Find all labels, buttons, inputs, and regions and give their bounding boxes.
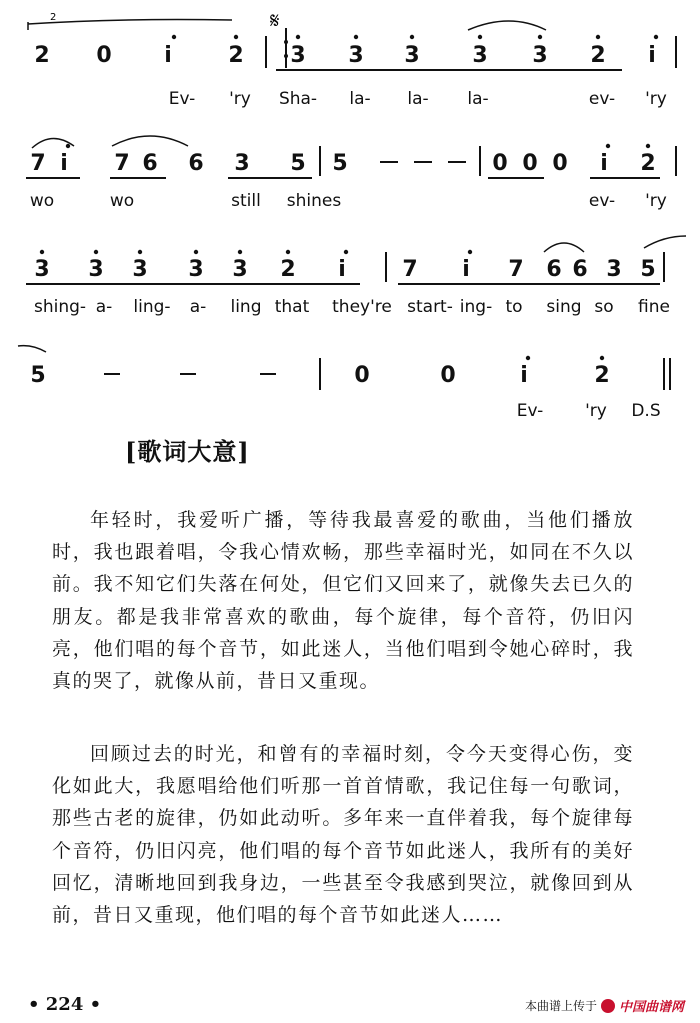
note: 6 [546,257,562,282]
lyric: that [274,297,310,317]
note: 0 [96,43,112,68]
music-site-logo-icon [601,999,615,1013]
note: 6 [188,151,204,176]
note: 6 [142,151,158,176]
note: 5 [640,257,656,282]
lyric: 'ry [645,191,667,211]
note: 0 [440,363,456,388]
lyric: ing- [459,297,493,317]
score-row-1 [28,9,676,109]
lyric: fine [638,297,670,317]
upload-credit [525,996,684,1015]
note: 3 [88,257,104,282]
numbered-music-score [0,0,700,420]
lyric: 'ry [229,89,251,109]
note: 3 [232,257,248,282]
svg-text:𝄋: 𝄋 [270,9,280,34]
lyric: Ev- [168,89,196,109]
note: i [462,257,470,282]
note: 3 [132,257,148,282]
note: i [648,43,656,68]
note: 2 [228,43,244,68]
note: i [60,151,68,176]
note: 0 [552,151,568,176]
note: 7 [508,257,524,282]
lyric: la- [467,89,489,109]
lyric: 'ry [585,401,607,420]
note: 3 [188,257,204,282]
note: 3 [290,43,306,68]
score-row-3 [26,236,686,317]
score-row-2 [26,136,676,211]
lyric: still [231,191,261,211]
note: 7 [402,257,418,282]
lyric: shines [286,191,342,211]
note: i [164,43,172,68]
lyric: they're [332,297,392,317]
note: 5 [30,363,46,388]
page-number: • 224 • [28,994,102,1015]
lyric: start- [407,297,453,317]
lyrics-meaning-paragraph: 年轻时，我爱听广播，等待我最喜爱的歌曲，当他们播放时，我也跟着唱，令我心情欢畅，那些幸福时光，如同在不久以前。我不知它们失落在何处，但它们又回来了，就像失去已久的朋友。都是我非常喜欢的歌曲，每个旋律，每个音符，仍旧闪亮，他们唱的每个音节，如此迷人，当他们唱到令她心碎时，我真的哭了，就像从前，昔日又重现。 [52,509,634,693]
note: 5 [332,151,348,176]
note: 5 [290,151,306,176]
lyric: D.S [631,401,661,420]
note: 3 [532,43,548,68]
note: 3 [606,257,622,282]
lyric: wo [109,191,135,211]
lyric: wo [29,191,55,211]
lyric: Sha- [278,89,318,109]
note: i [338,257,346,282]
note: 3 [34,257,50,282]
note: 0 [522,151,538,176]
lyric: ling- [133,297,171,317]
note: 3 [234,151,250,176]
site-name: 中国曲谱网 [618,1000,684,1015]
svg-text:2: 2 [50,12,57,23]
lyric: sing [546,297,582,317]
score-row-4 [18,346,670,420]
note: 6 [572,257,588,282]
lyric: shing- [33,297,87,317]
lyric: la- [407,89,429,109]
lyric: ev- [588,89,616,109]
lyric: ling [230,297,262,317]
lyric: to [505,297,523,317]
note: 0 [492,151,508,176]
note: 2 [640,151,656,176]
note: 2 [280,257,296,282]
note: 2 [34,43,50,68]
lyric: a- [189,297,207,317]
lyric: la- [349,89,371,109]
note: i [520,363,528,388]
lyric: ev- [588,191,616,211]
note: 3 [472,43,488,68]
lyrics-meaning-heading: [歌词大意] [125,437,250,466]
upload-credit-text: 本曲谱上传于 [524,999,597,1013]
note: 3 [404,43,420,68]
note: 0 [354,363,370,388]
note: 3 [348,43,364,68]
note: 7 [30,151,46,176]
note: 2 [594,363,610,388]
lyric: 'ry [645,89,667,109]
note: i [600,151,608,176]
lyric: so [594,297,614,317]
lyrics-meaning-paragraph: 回顾过去的时光，和曾有的幸福时刻，令今天变得心伤，变化如此大，我愿唱给他们听那一首首情歌，我记住每一句歌词，那些古老的旋律，仍如此动听。多年来一直伴着我，每个旋律每个音符，仍旧闪亮，他们唱的每个音节如此迷人，我所有的美好回忆，清晰地回到我身边，一些甚至令我感到哭泣，就像回到从前，昔日又重现，他们唱的每个音节如此迷人…… [52,743,634,927]
note: 7 [114,151,130,176]
note: 2 [590,43,606,68]
lyric: a- [95,297,113,317]
lyric: Ev- [516,401,544,420]
